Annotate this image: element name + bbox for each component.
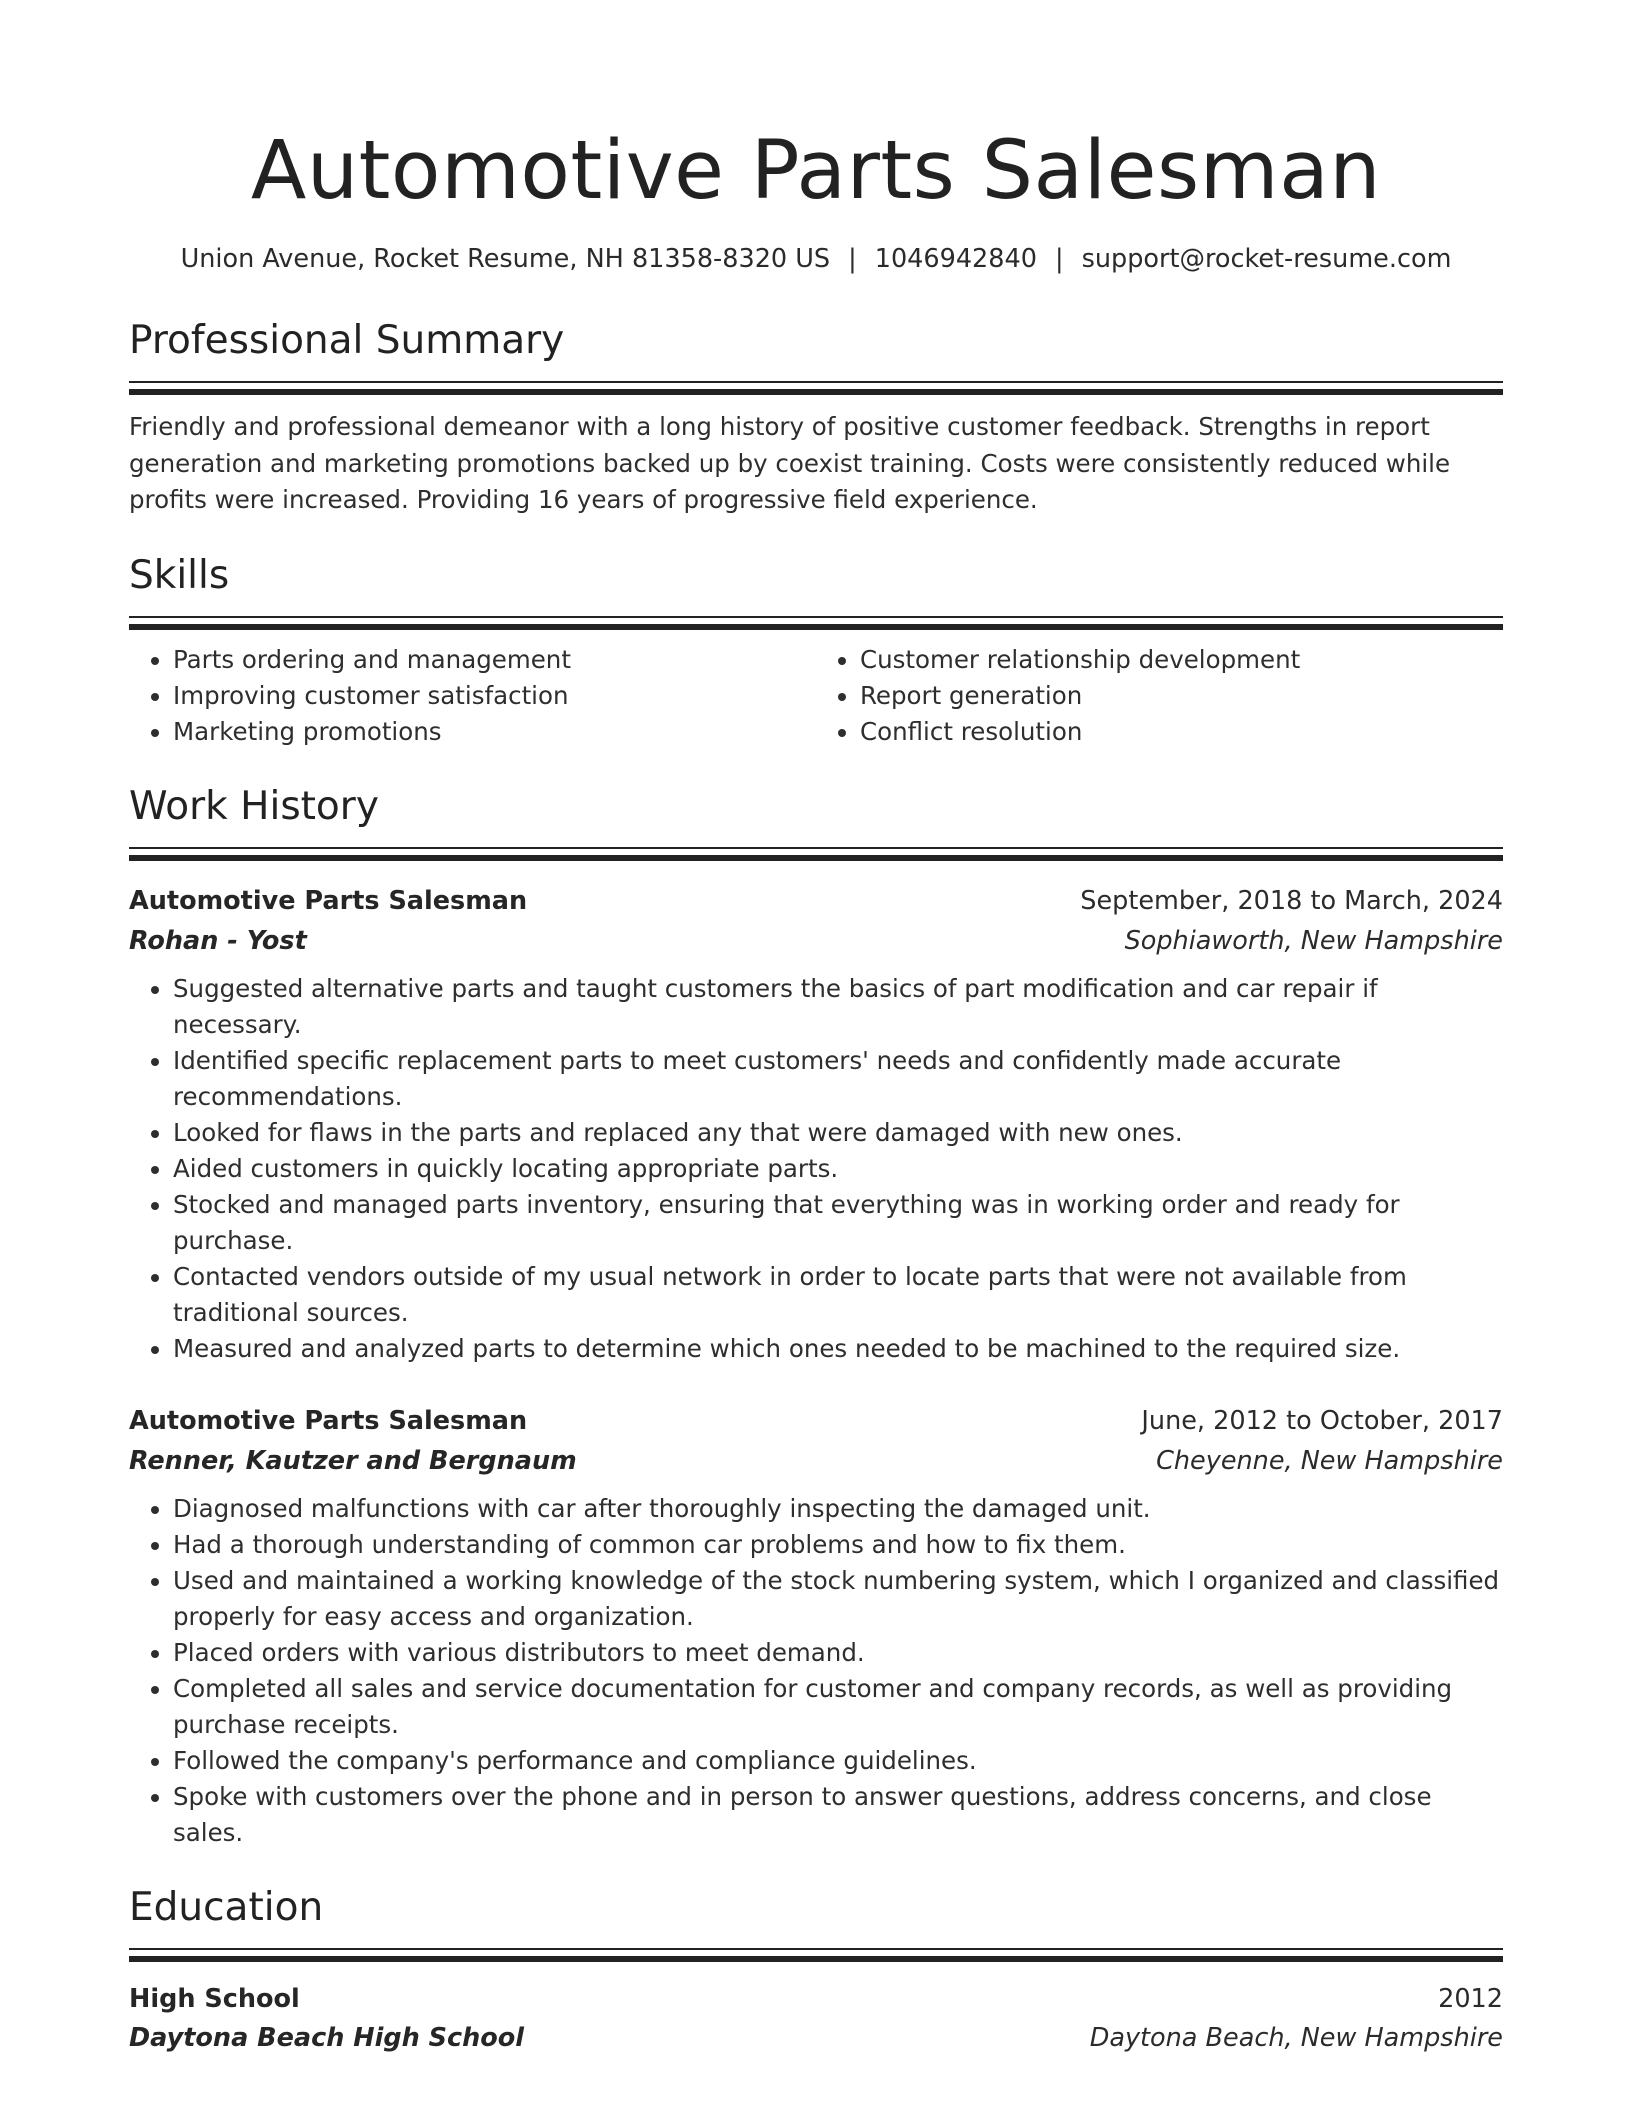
job-bullets [129, 971, 1503, 1367]
skill-item: • Customer relationship development [860, 642, 1503, 678]
job-bullet: • Used and maintained a working knowledge of the stock numbering system, which I organized and classified properly for easy access and organization. [173, 1563, 1503, 1635]
job-company: Renner, Kautzer and Bergnaum [129, 1445, 577, 1476]
job-bullet: • Diagnosed malfunctions with car after thoroughly inspecting the damaged unit. [173, 1491, 1503, 1527]
summary-section [129, 316, 1503, 519]
job-bullet: • Aided customers in quickly locating appropriate parts. [173, 1151, 1503, 1187]
job-company-row [129, 921, 1503, 961]
job-bullet: • Spoke with customers over the phone and in person to answer questions, address concerns, and close sales. [173, 1779, 1503, 1851]
section-divider [129, 381, 1503, 395]
job-title: Automotive Parts Salesman [129, 1405, 528, 1436]
resume-name: Automotive Parts Salesman [250, 124, 1382, 218]
skill-item: • Marketing promotions [173, 714, 816, 750]
job-header-row [129, 881, 1503, 921]
job-bullet: • Contacted vendors outside of my usual network in order to locate parts that were not available from traditional sources. [173, 1259, 1503, 1331]
skill-item: • Conflict resolution [860, 714, 1503, 750]
skills-list-right [816, 642, 1503, 750]
contact-address: Union Avenue, Rocket Resume, NH 81358-8320 US [180, 244, 831, 274]
section-title-summary: Professional Summary [129, 318, 565, 363]
education-entry [129, 1980, 1503, 2058]
job-dates: June, 2012 to October, 2017 [1141, 1405, 1503, 1436]
job-bullet: • Completed all sales and service documentation for customer and company records, as well as providing purchase receipts. [173, 1671, 1503, 1743]
section-title-work-history: Work History [129, 783, 379, 829]
skill-item: • Improving customer satisfaction [173, 678, 816, 714]
job-dates: September, 2018 to March, 2024 [1080, 885, 1503, 916]
job-title: Automotive Parts Salesman [129, 885, 528, 916]
job-bullet: • Had a thorough understanding of common car problems and how to fix them. [173, 1527, 1503, 1563]
skills-list-left [129, 642, 816, 750]
job-header-row [129, 1401, 1503, 1441]
job-bullet: • Stocked and managed parts inventory, ensuring that everything was in working order and ready for purchase. [173, 1187, 1503, 1259]
job-entry [129, 881, 1503, 1367]
skill-item: • Parts ordering and management [173, 642, 816, 678]
job-bullet: • Identified specific replacement parts to meet customers' needs and confidently made accurate recommendations. [173, 1043, 1503, 1115]
job-bullet: • Suggested alternative parts and taught customers the basics of part modification and car repair if necessary. [173, 971, 1503, 1043]
contact-separator: | [848, 244, 857, 274]
education-section [129, 1883, 1503, 2058]
education-year: 2012 [1438, 1983, 1503, 2014]
education-degree: High School [129, 1983, 300, 2014]
education-header-row [129, 1980, 1503, 2018]
education-location: Daytona Beach, New Hampshire [1089, 2022, 1503, 2053]
summary-text: Friendly and professional demeanor with a long history of positive customer feedback. Strengths in report generation and marketing promotions backed up by coexist training. Costs were consistently reduced while profits were increased. Providing 16 years of progressive field experience. [129, 412, 1451, 514]
skill-item: • Report generation [860, 678, 1503, 714]
contact-line [129, 242, 1503, 276]
skills-columns [129, 642, 1503, 750]
section-divider [129, 1948, 1503, 1962]
job-company: Rohan - Yost [129, 925, 307, 956]
skills-section [129, 551, 1503, 750]
contact-separator: | [1054, 244, 1064, 274]
job-location: Cheyenne, New Hampshire [1156, 1445, 1503, 1476]
contact-email: support@rocket-resume.com [1081, 244, 1452, 274]
section-title-skills: Skills [129, 552, 230, 598]
section-title-education: Education [129, 1884, 324, 1930]
job-bullet: • Measured and analyzed parts to determine which ones needed to be machined to the required size. [173, 1331, 1503, 1367]
section-divider [129, 847, 1503, 861]
job-company-row [129, 1441, 1503, 1481]
job-entry [129, 1401, 1503, 1851]
job-bullet: • Placed orders with various distributors to meet demand. [173, 1635, 1503, 1671]
job-bullets [129, 1491, 1503, 1851]
job-bullet: • Followed the company's performance and compliance guidelines. [173, 1743, 1503, 1779]
work-history-section [129, 782, 1503, 1851]
section-divider [129, 616, 1503, 630]
contact-phone: 1046942840 [874, 244, 1037, 274]
education-school-row [129, 2018, 1503, 2058]
job-location: Sophiaworth, New Hampshire [1124, 925, 1503, 956]
education-school: Daytona Beach High School [129, 2022, 525, 2053]
job-bullet: • Looked for flaws in the parts and replaced any that were damaged with new ones. [173, 1115, 1503, 1151]
